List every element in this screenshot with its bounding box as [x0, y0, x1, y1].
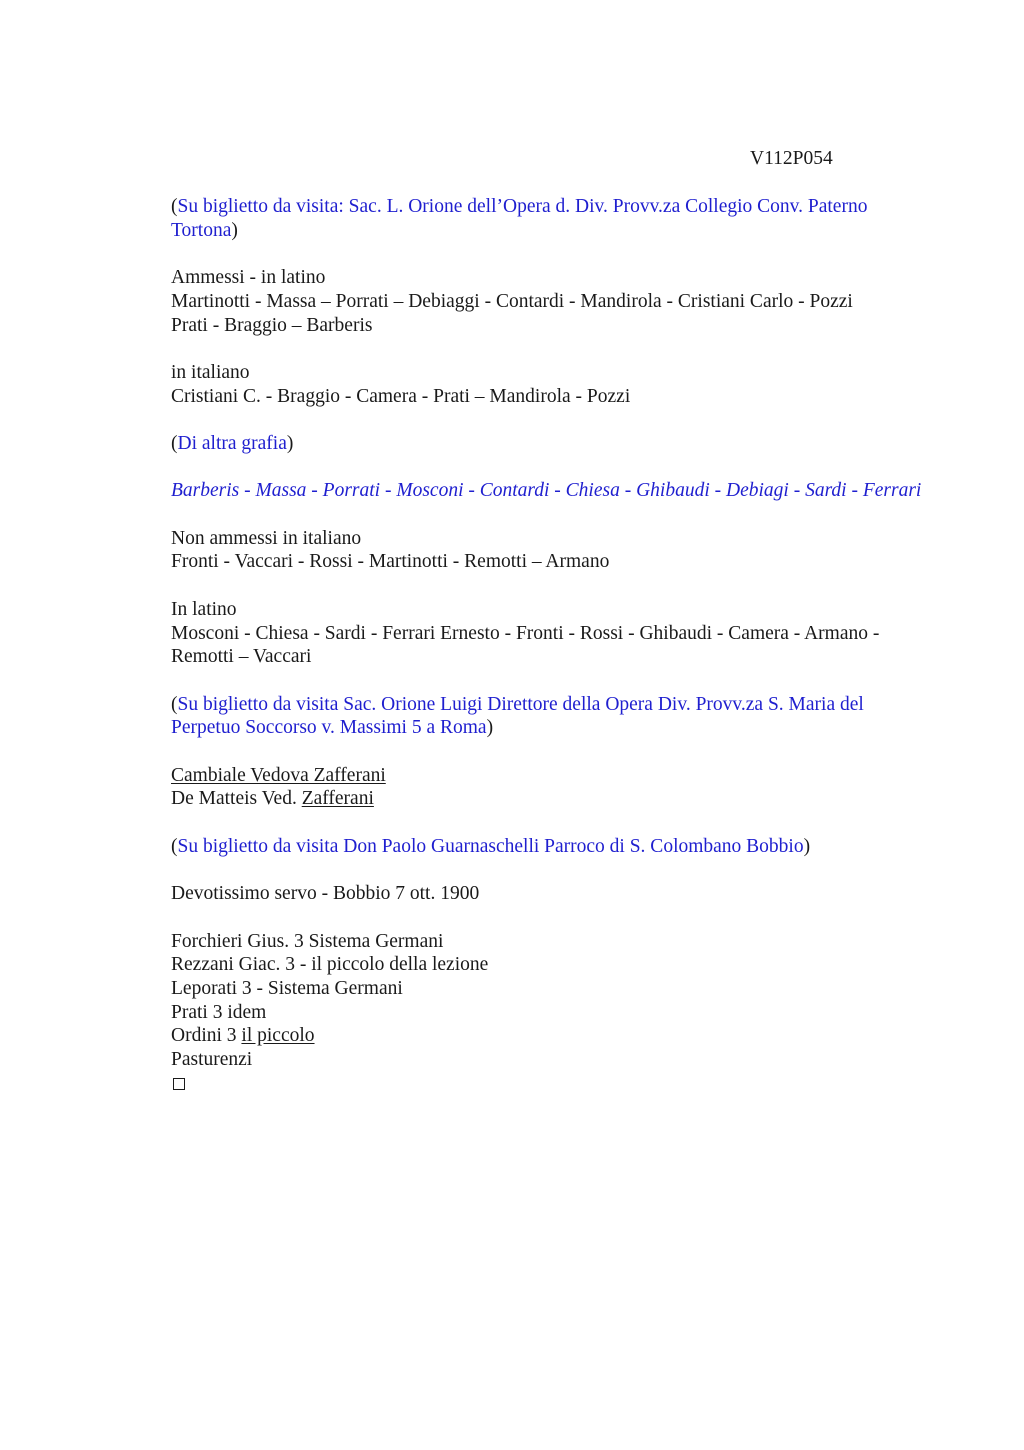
note-text: Su biglietto da visita: Sac. L. Orione dell’Opera d. Div. Provv.za Collegio Conv. Paterno Tortona — [171, 196, 868, 241]
non-ammessi-italiano-heading: Non ammessi in italiano — [171, 527, 362, 549]
note-text: Di altra grafia — [177, 432, 287, 454]
note-text: Su biglietto da visita Don Paolo Guarnaschelli Parroco di S. Colombano Bobbio — [177, 835, 804, 857]
ammessi-italiano-line: Cristiani C. - Braggio - Camera - Prati – Mandirola - Pozzi — [171, 385, 631, 407]
empty-box-icon — [173, 1078, 185, 1090]
note-visiting-card-3: (Su biglietto da visita Don Paolo Guarnaschelli Parroco di S. Colombano Bobbio) — [171, 835, 811, 857]
page-reference: V112P054 — [750, 148, 833, 169]
list-item: Ordini 3 il piccolo — [171, 1025, 315, 1047]
non-ammessi-latino-line: Remotti – Vaccari — [171, 646, 312, 668]
document-body — [171, 195, 931, 1096]
note-altra-grafia: (Di altra grafia) — [171, 432, 294, 454]
devotissimo-line: Devotissimo servo - Bobbio 7 ott. 1900 — [171, 883, 480, 905]
list-item: Pasturenzi — [171, 1049, 253, 1071]
ammessi-latino-line: Prati - Braggio – Barberis — [171, 314, 373, 336]
list-item: Leporati 3 - Sistema Germani — [171, 978, 403, 1000]
list-item: Rezzani Giac. 3 - il piccolo della lezione — [171, 954, 489, 976]
note-text: Su biglietto da visita Sac. Orione Luigi Direttore della Opera Div. Provv.za S. Maria del Perpetuo Soccorso v. Massimi 5 a Roma — [171, 693, 864, 739]
note-visiting-card-1: (Su biglietto da visita: Sac. L. Orione dell’Opera d. Div. Provv.za Collegio Conv. Paterno Tortona) — [171, 196, 868, 241]
cambiale-line: De Matteis Ved. Zafferani — [171, 788, 374, 810]
ammessi-latino-heading: Ammessi - in latino — [171, 267, 326, 289]
ammessi-italiano-heading: in italiano — [171, 361, 250, 383]
non-ammessi-latino-line: Mosconi - Chiesa - Sardi - Ferrari Ernesto - Fronti - Rossi - Ghibaudi - Camera - Armano - — [171, 622, 880, 644]
list-item: Forchieri Gius. 3 Sistema Germani — [171, 930, 444, 952]
cambiale-title: Cambiale Vedova Zafferani — [171, 764, 386, 786]
list-item: Prati 3 idem — [171, 1001, 267, 1023]
non-ammessi-latino-heading: In latino — [171, 598, 237, 620]
altra-grafia-list: Barberis - Massa - Porrati - Mosconi - Contardi - Chiesa - Ghibaudi - Debiagi - Sardi - Ferrari — [171, 480, 922, 502]
non-ammessi-italiano-line: Fronti - Vaccari - Rossi - Martinotti - Remotti – Armano — [171, 551, 610, 573]
note-visiting-card-2: (Su biglietto da visita Sac. Orione Luigi Direttore della Opera Div. Provv.za S. Maria del Perpetuo Soccorso v. Massimi 5 a Roma) — [171, 693, 864, 739]
ammessi-latino-line: Martinotti - Massa – Porrati – Debiaggi - Contardi - Mandirola - Cristiani Carlo - Pozzi — [171, 290, 853, 312]
end-marker — [171, 1072, 931, 1096]
